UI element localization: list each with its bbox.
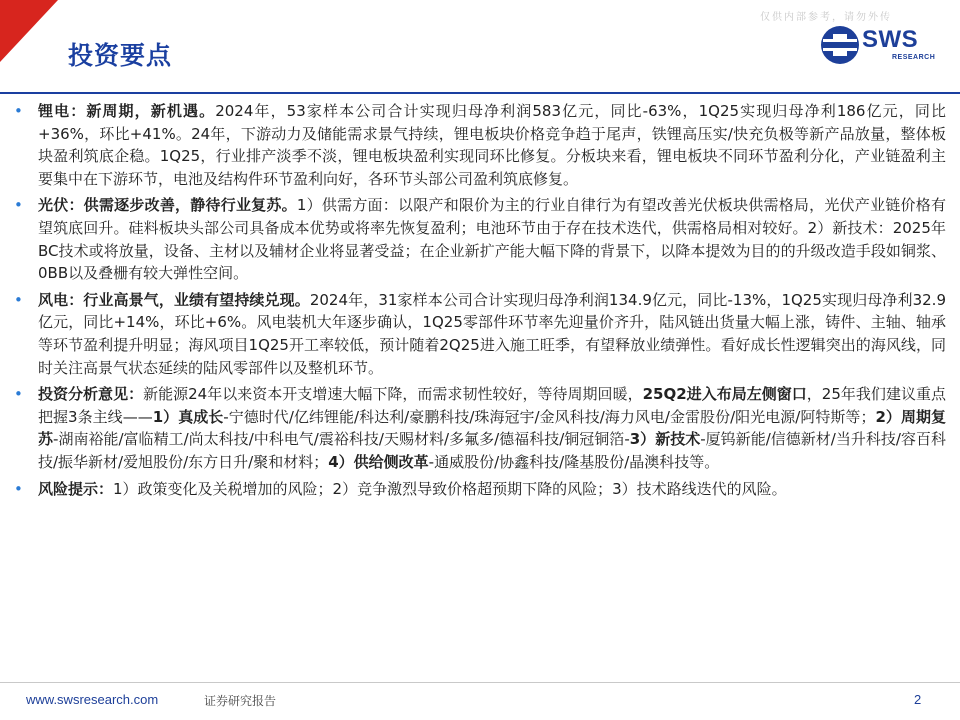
bullet-text: -湖南裕能/富临精工/尚太科技/中科电气/震裕科技/天赐材料/多氟多/德福科技/铜冠铜箔- [53,430,630,449]
corner-accent [0,0,58,62]
bullet-heading: 风险提示： [38,479,114,498]
bullet-heading: 投资分析意见： [38,385,144,404]
page-title: 投资要点 [68,41,173,70]
bullet-text: 新能源24年以来资本开支增速大幅下降，而需求韧性较好，等待周期回暖， [143,385,643,404]
bullet-text: -通威股份/协鑫科技/隆基股份/晶澳科技等。 [428,452,720,471]
footer-url[interactable]: www.swsresearch.com [26,692,159,707]
logo-subtitle: RESEARCH [892,54,936,61]
bullet-heading: 1）真成长 [152,407,224,426]
bullet-heading: 光伏：供需逐步改善，静待行业复苏。 [38,196,297,215]
bullet-heading: 25Q2进入布局左侧窗口 [642,385,807,404]
bullet-dot-icon: • [14,290,23,309]
bullet-heading: 3）新技术 [629,430,701,449]
bullet-heading: 锂电：新周期，新机遇。 [38,102,216,120]
bullet-item [14,194,946,284]
bullet-text: 1）政策变化及关税增加的风险；2）竞争激烈导致价格超预期下降的风险；3）技术路线迭代的风险。 [113,479,787,498]
footer-divider [0,682,960,683]
bullet-dot-icon: • [14,102,23,120]
bullet-heading: 风电：行业高景气，业绩有望持续兑现。 [38,290,310,309]
header-divider [0,92,960,94]
logo-wordmark: SWS [862,26,919,53]
bullet-dot-icon: • [14,385,23,404]
footer-label: 证券研究报告 [204,694,277,708]
bullet-text: 2024年，31家样本公司合计实现归母净利润134.9亿元，同比-13%，1Q25实现归母净利32.9亿元，同比+14%，环比+6%。风电装机大年逐步确认，1Q25零部件环节率先迎量价齐升，陆风链出货量大幅上涨，铸件、主轴、轴承等环节盈利提升明显；海风项目1Q25开工率较低，预计随着2Q25进入施工旺季，有望释放业绩弹性。看好成长性逻辑突出的海风线，同时关注高景气状态延续的陆风零部件以及整机环节。 [38,290,946,377]
watermark: 仅供内部参考，请勿外传 [760,12,892,23]
bullet-item [14,478,946,501]
bullet-item [14,383,946,473]
bullet-dot-icon: • [14,196,23,215]
bullet-list [14,100,946,504]
logo-mark-icon [820,24,860,66]
bullet-item [14,100,946,190]
bullet-heading: 4）供给侧改革 [328,452,429,471]
bullet-text: 1）供需方面：以限产和限价为主的行业自律行为有望改善光伏板块供需格局，光伏产业链价格有望筑底回升。硅料板块头部公司具备成本优势或将率先恢复盈利；电池环节由于存在技术迭代，供需格局相对较好。2）新技术：2025年BC技术或将放量，设备、主材以及辅材企业将显著受益；在企业新扩产能大幅下降的背景下，以降本提效为目的的升级改造手段如铜浆、0BB以及叠栅有较大弹性空间。 [38,196,946,283]
bullet-text: 2024年，53家样本公司合计实现归母净利润583亿元，同比-63%，1Q25实现归母净利186亿元，同比+36%，环比+41%。24年，下游动力及储能需求景气持续，锂电板块价格竞争趋于尾声，铁锂高压实/快充负极等新产品放量，整体板块盈利筑底企稳。1Q25，行业排产淡季不淡，锂电板块盈利实现同环比修复。分板块来看，锂电板块不同环节盈利分化，产业链盈利主要集中在下游环节，电池及结构件环节盈利向好，各环节头部公司盈利筑底修复。 [38,102,946,188]
bullet-text: -厦钨新能/信德新材/当升科技/容百科技/振华新材/爱旭股份/东方日升/聚和材料； [38,430,946,471]
bullet-item [14,289,946,379]
page-number: 2 [914,692,922,707]
bullet-heading: 2）周期复苏 [38,407,947,449]
sws-logo [820,24,945,68]
bullet-text: -宁德时代/亿纬锂能/科达利/豪鹏科技/珠海冠宇/金风科技/海力风电/金雷股份/阳光电源/阿特斯等； [223,407,876,426]
bullet-dot-icon: • [14,479,23,498]
bullet-text: ，25年我们建议重点把握3条主线—— [38,385,946,426]
